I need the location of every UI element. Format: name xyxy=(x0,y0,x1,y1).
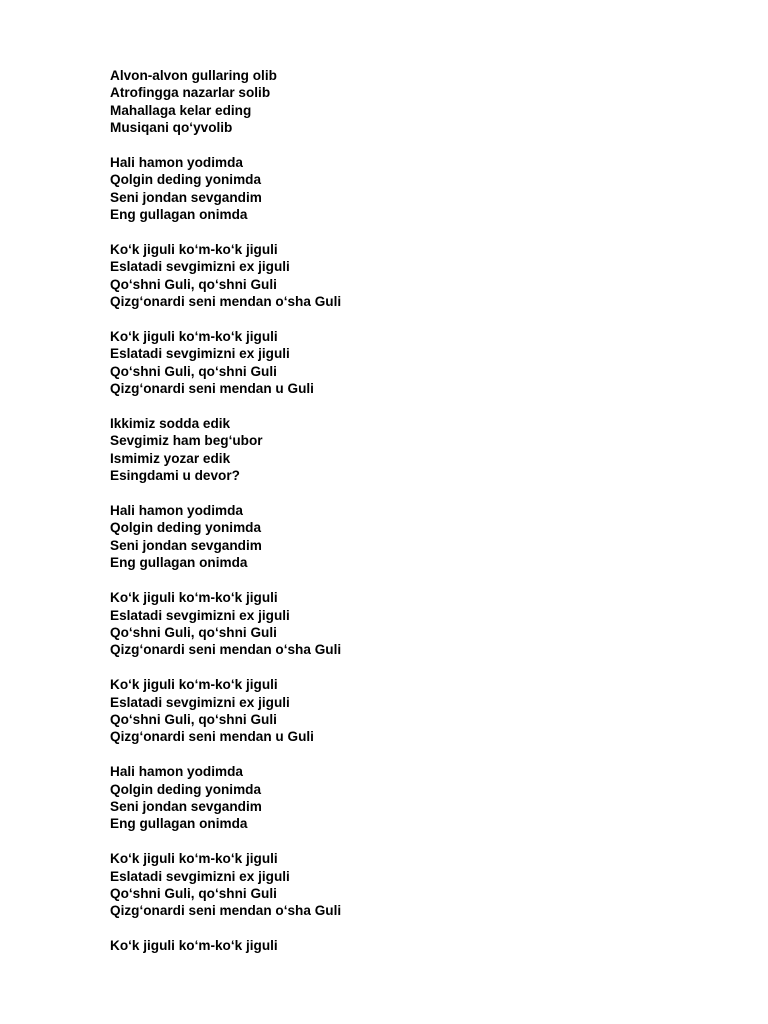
lyric-line: Qizg‘onardi seni mendan u Guli xyxy=(110,729,314,745)
stanza-8 xyxy=(110,676,730,746)
lyric-line: Qolgin deding yonimda xyxy=(110,172,262,188)
lyric-line: Seni jondan sevgandim xyxy=(110,798,262,814)
lyric-line: Eslatadi sevgimizni ex jiguli xyxy=(110,694,290,710)
lyric-line: Qo‘shni Guli, qo‘shni Guli xyxy=(110,276,277,292)
lyric-line: Ikkimiz sodda edik xyxy=(110,416,231,432)
lyric-line: Eslatadi sevgimizni ex jiguli xyxy=(110,607,290,623)
lyric-line: Sevgimiz ham beg‘ubor xyxy=(110,433,263,449)
lyric-line: Ko‘k jiguli ko‘m-ko‘k jiguli xyxy=(110,677,278,693)
lyric-line: Ko‘k jiguli ko‘m-ko‘k jiguli xyxy=(110,590,278,606)
stanza-3 xyxy=(110,241,730,311)
lyric-line: Seni jondan sevgandim xyxy=(110,537,262,553)
stanza-9 xyxy=(110,763,730,833)
lyric-line: Musiqani qo‘yvolib xyxy=(110,120,233,136)
stanza-11 xyxy=(110,937,730,954)
stanza-1 xyxy=(110,67,730,137)
stanza-6 xyxy=(110,502,730,572)
lyric-line: Eslatadi sevgimizni ex jiguli xyxy=(110,868,290,884)
lyric-line: Atrofingga nazarlar solib xyxy=(110,85,271,101)
lyric-line: Qizg‘onardi seni mendan o‘sha Guli xyxy=(110,642,342,658)
lyric-line: Ismimiz yozar edik xyxy=(110,450,231,466)
lyric-line: Qo‘shni Guli, qo‘shni Guli xyxy=(110,363,277,379)
lyric-line: Ko‘k jiguli ko‘m-ko‘k jiguli xyxy=(110,938,278,954)
lyric-line: Qo‘shni Guli, qo‘shni Guli xyxy=(110,624,277,640)
stanza-4 xyxy=(110,328,730,398)
lyric-line: Qo‘shni Guli, qo‘shni Guli xyxy=(110,711,277,727)
lyric-line: Eng gullagan onimda xyxy=(110,207,248,223)
lyric-line: Ko‘k jiguli ko‘m-ko‘k jiguli xyxy=(110,329,278,345)
lyric-line: Eng gullagan onimda xyxy=(110,555,248,571)
stanza-2 xyxy=(110,154,730,224)
lyric-line: Qizg‘onardi seni mendan o‘sha Guli xyxy=(110,903,342,919)
lyric-line: Qo‘shni Guli, qo‘shni Guli xyxy=(110,885,277,901)
lyric-line: Mahallaga kelar eding xyxy=(110,102,252,118)
stanza-10 xyxy=(110,850,730,920)
stanza-5 xyxy=(110,415,730,485)
lyric-line: Hali hamon yodimda xyxy=(110,155,243,171)
lyric-line: Eng gullagan onimda xyxy=(110,816,248,832)
lyric-line: Qolgin deding yonimda xyxy=(110,520,262,536)
lyric-line: Eslatadi sevgimizni ex jiguli xyxy=(110,346,290,362)
lyric-line: Hali hamon yodimda xyxy=(110,764,243,780)
lyric-line: Qizg‘onardi seni mendan o‘sha Guli xyxy=(110,294,342,310)
lyric-line: Ko‘k jiguli ko‘m-ko‘k jiguli xyxy=(110,242,278,258)
lyric-line: Eslatadi sevgimizni ex jiguli xyxy=(110,259,290,275)
lyric-line: Seni jondan sevgandim xyxy=(110,189,262,205)
stanza-7 xyxy=(110,589,730,659)
lyric-line: Ko‘k jiguli ko‘m-ko‘k jiguli xyxy=(110,851,278,867)
lyric-line: Qizg‘onardi seni mendan u Guli xyxy=(110,381,314,397)
lyrics-page xyxy=(110,67,730,972)
lyric-line: Alvon-alvon gullaring olib xyxy=(110,68,277,83)
lyric-line: Qolgin deding yonimda xyxy=(110,781,262,797)
lyric-line: Hali hamon yodimda xyxy=(110,503,243,519)
lyric-line: Esingdami u devor? xyxy=(110,468,240,484)
